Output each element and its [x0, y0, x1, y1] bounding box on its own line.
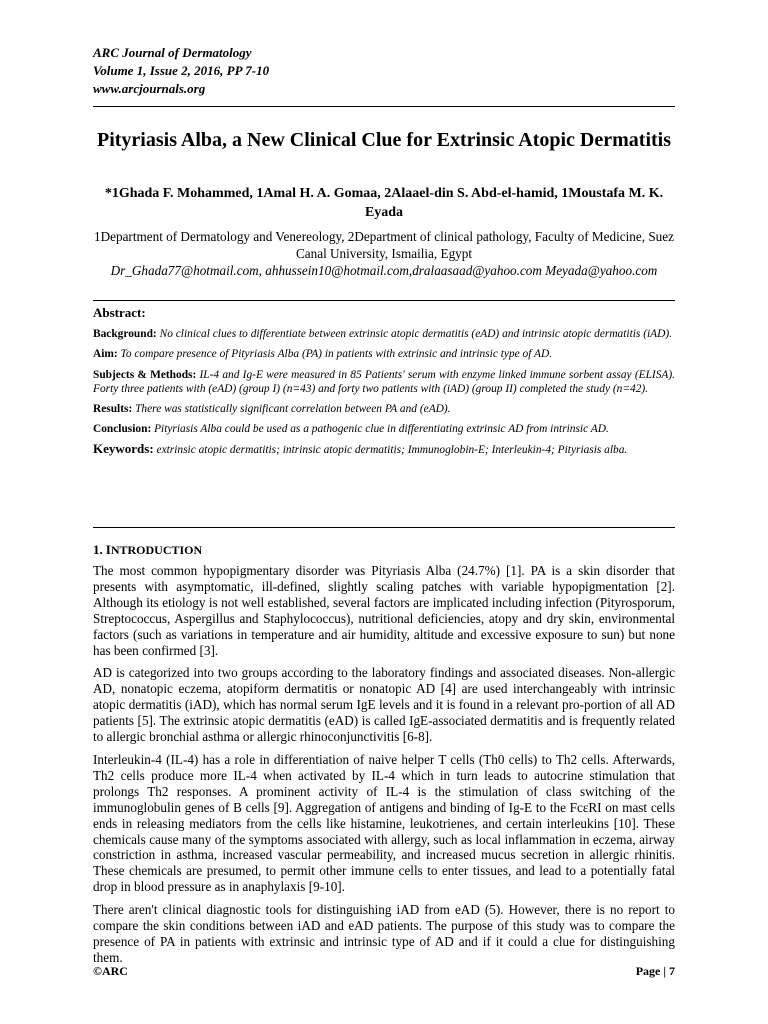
journal-website[interactable]: www.arcjournals.org — [93, 81, 206, 96]
abstract-aim — [93, 347, 675, 361]
journal-name: ARC Journal of Dermatology — [93, 45, 252, 60]
abstract-conclusion — [93, 422, 675, 436]
journal-header — [93, 44, 269, 98]
aim-text: To compare presence of Pityriasis Alba (PA) in patients with extrinsic and intrinsic type of AD. — [120, 348, 553, 361]
results-text: There was statistically significant correlation between PA and (eAD). — [135, 403, 451, 416]
conclusion-text: Pityriasis Alba could be used as a pathogenic clue in differentiating extrinsic AD from intrinsic AD. — [154, 423, 609, 436]
abstract-heading: Abstract: — [93, 305, 146, 320]
aim-label: Aim: — [93, 348, 118, 361]
results-label: Results: — [93, 403, 133, 416]
affiliation-block — [93, 228, 675, 279]
methods-label: Subjects & Methods: — [93, 368, 197, 381]
section-first-letter: I — [105, 542, 111, 557]
footer-page-number: Page | 7 — [635, 964, 675, 978]
section-number: 1. — [93, 542, 103, 557]
abstract-methods — [93, 368, 675, 396]
paragraph-1: The most common hypopigmentary disorder was Pityriasis Alba (24.7%) [1]. PA is a skin disorder that presents with asymptomatic, ill-defined, slightly scaling patches with variable hypopigmentation [2]. Although its etiology is not well established, several factors are implicated including infection (Pityrosporum, Streptococcus, Aspergillus and Staphylococcus), nutritional deficiencies, atopy and dry skin, environmental factors (such as variations in temperature and air humidity, altitude and excessive exposure to sun) but none has been confirmed [3]. — [93, 563, 675, 658]
paper-title: Pityriasis Alba, a New Clinical Clue for Extrinsic Atopic Dermatitis — [96, 129, 672, 151]
section-heading-introduction — [93, 542, 202, 558]
paragraph-3: Interleukin-4 (IL-4) has a role in differentiation of naive helper T cells (Th0 cells) to Th2 cells. Afterwards, Th2 cells produce more IL-4 when activated by IL-4 which in turn leads to autocrine stimulation that prolongs Th2 responses. A prominent activity of IL-4 is the stimulation of class switching of the immunoglobulin genes of B cells [9]. Aggregation of antigens and binding of Ig-E to the FcεRI on mast cells ends in releasing mediators from the cells like histamine, leukotrienes, and certain interleukins [10]. These chemicals cause many of the symptoms associated with allergy, such as local inflammation in eczema, airway constriction in asthma, increased vascular permeability, and increased mucus secretion in allergic rhinitis. These chemicals are presumed, to permit other immune cells to enter tissues, and lead to a potentially fatal drop in blood pressure as in anaphylaxis [9-10]. — [93, 751, 675, 895]
methods-text: IL-4 and Ig-E were measured in 85 Patients' serum with enzyme linked immune sorbent assay (ELISA). Forty three patients with (eAD) (group I) (n=43) and forty two patients with (iAD) (group II) completed the study (n=42). — [93, 368, 676, 395]
keywords-text: extrinsic atopic dermatitis; intrinsic atopic dermatitis; Immunoglobin-E; Interleukin-4; Pityriasis alba. — [156, 444, 628, 457]
abstract-rule-top — [93, 300, 675, 301]
abstract-results — [93, 402, 675, 416]
introduction-body — [93, 563, 675, 973]
keywords-label: Keywords: — [93, 441, 154, 457]
paragraph-2: AD is categorized into two groups according to the laboratory findings and associated diseases. Non-allergic AD, nonatopic eczema, atopiform dermatitis or nonatopic AD [4] are used interchangeably with intrinsic atopic dermatitis (iAD), which has normal serum IgE levels and it is found in a relevant pro-portion of all AD patients [5]. The extrinsic atopic dermatitis (eAD) is called IgE-associated dermatitis and is frequently related to allergic bronchial asthma or allergic rhinoconjunctivitis [6-8]. — [93, 665, 675, 745]
abstract-rule-bottom — [93, 527, 675, 528]
background-label: Background: — [93, 328, 157, 341]
journal-volume: Volume 1, Issue 2, 2016, PP 7-10 — [93, 63, 270, 78]
paragraph-4: There aren't clinical diagnostic tools for distinguishing iAD from eAD (5). However, there is no report to compare the skin conditions between iAD and eAD patients. The purpose of this study was to compare the presence of PA in patients with extrinsic and intrinsic type of AD and if it could a clue for distinguishing them. — [93, 902, 675, 965]
conclusion-label: Conclusion: — [93, 423, 152, 436]
abstract-keywords — [93, 442, 675, 457]
background-text: No clinical clues to differentiate between extrinsic atopic dermatitis (eAD) and intrinsic atopic dermatitis (iAD). — [159, 328, 672, 341]
footer-copyright: ©ARC — [93, 964, 128, 978]
affiliation: 1Department of Dermatology and Venereology, 2Department of clinical pathology, Faculty of Medicine, Suez Canal University, Ismailia, Egypt — [94, 229, 674, 261]
abstract-background — [93, 327, 675, 341]
author-list: *1Ghada F. Mohammed, 1Amal H. A. Gomaa, 2Alaael-din S. Abd-el-hamid, 1Moustafa M. K. Eyada — [104, 186, 664, 220]
header-rule — [93, 106, 675, 107]
abstract-section — [93, 306, 675, 464]
section-title-rest: NTRODUCTION — [110, 543, 203, 557]
author-emails[interactable]: Dr_Ghada77@hotmail.com, ahhussein10@hotmail.com,dralaasaad@yahoo.com Meyada@yahoo.com — [110, 263, 658, 278]
